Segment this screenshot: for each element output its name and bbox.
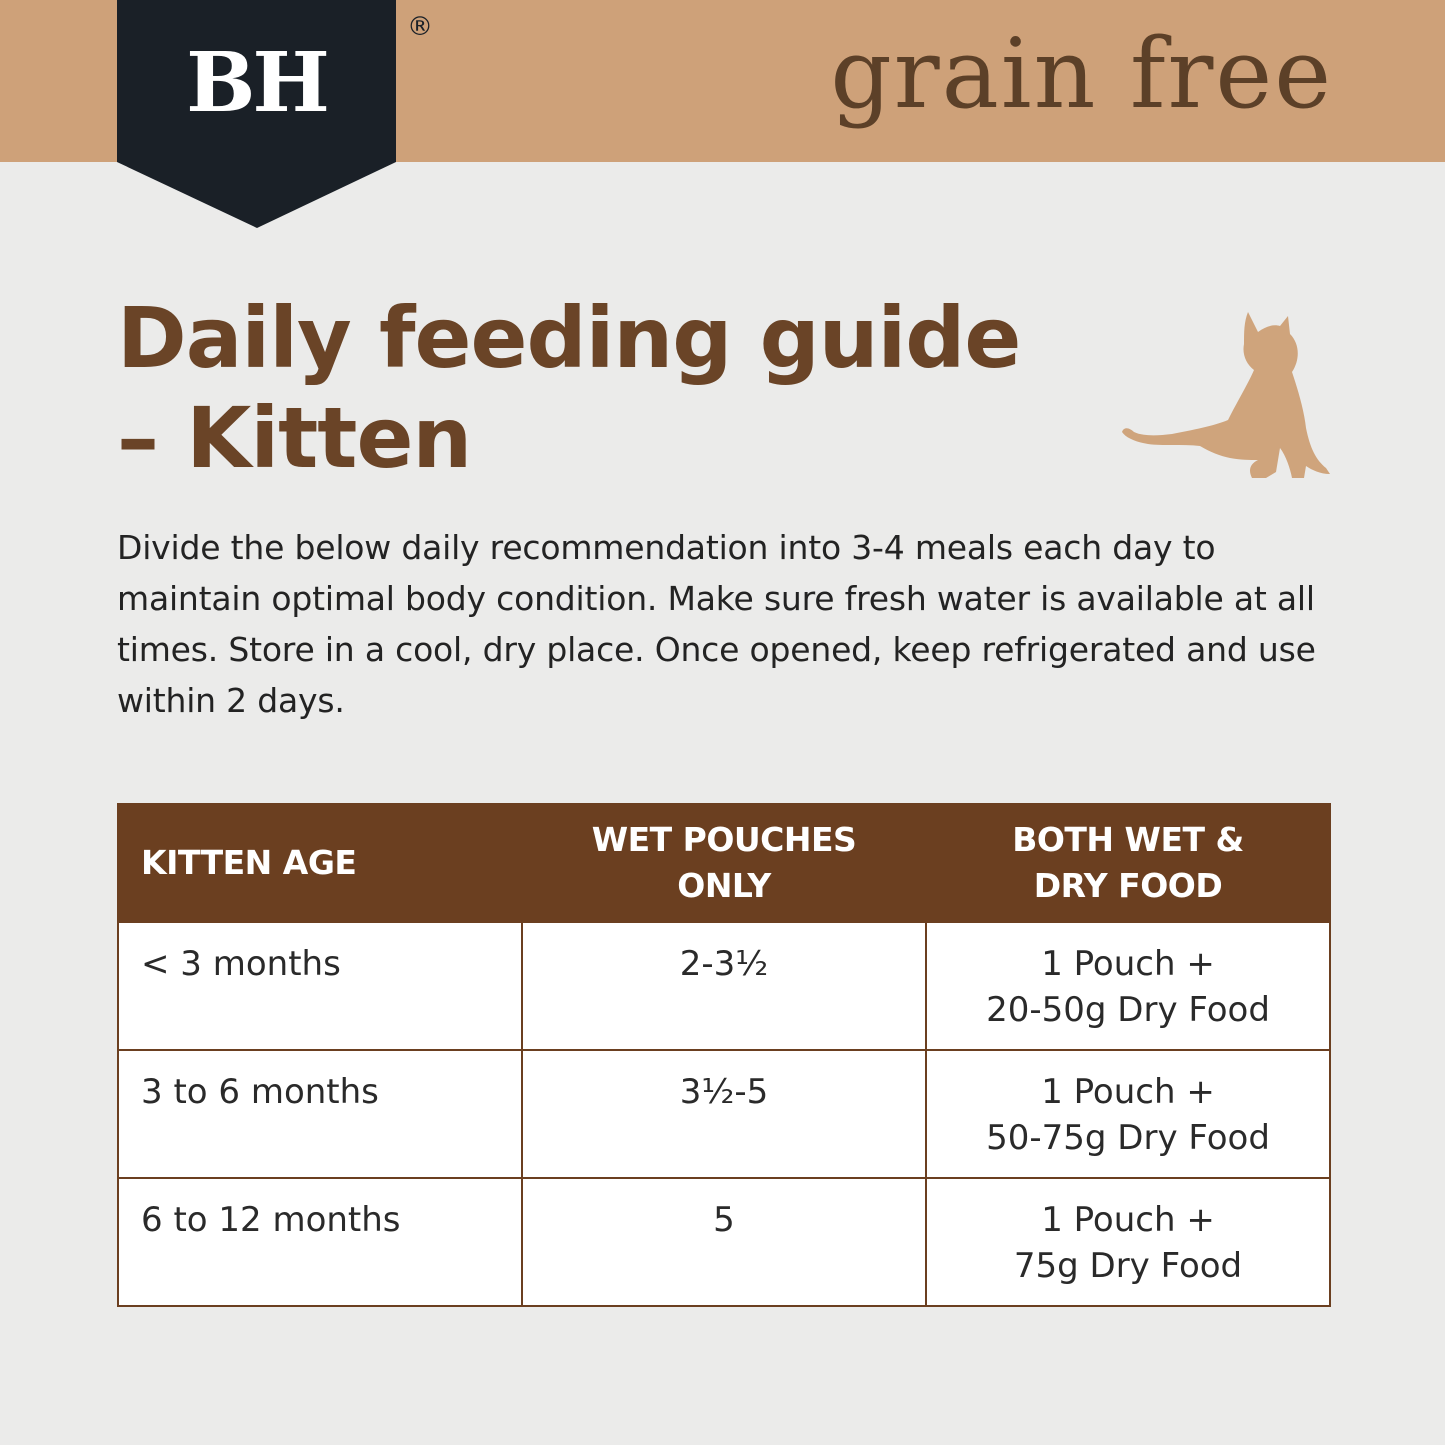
header-both-line-1: BOTH WET & <box>1012 820 1244 859</box>
header-both-line-2: DRY FOOD <box>1033 866 1223 905</box>
page-title-line-1: Daily feeding guide <box>117 289 1021 387</box>
brand-logo-badge <box>117 0 396 228</box>
table-row <box>118 1050 1330 1178</box>
cell-both-line-2: 75g Dry Food <box>1013 1246 1243 1286</box>
header-wet-pouches <box>522 804 926 922</box>
cell-both-line-1: 1 Pouch + <box>1041 1200 1215 1240</box>
cell-wet: 3½-5 <box>522 1050 926 1178</box>
cell-wet: 5 <box>522 1178 926 1306</box>
header-kitten-age <box>118 804 522 922</box>
cell-age: 6 to 12 months <box>118 1178 522 1306</box>
page-title <box>117 288 1117 488</box>
cell-age: < 3 months <box>118 922 522 1050</box>
kitten-silhouette-icon <box>1120 310 1332 482</box>
header-kitten-age-label: KITTEN AGE <box>141 843 357 882</box>
page-title-line-2: – Kitten <box>117 389 472 487</box>
cell-both <box>926 922 1330 1050</box>
cell-both <box>926 1178 1330 1306</box>
cell-both-line-1: 1 Pouch + <box>1041 944 1215 984</box>
tagline: grain free <box>830 18 1333 130</box>
header-both-wet-dry <box>926 804 1330 922</box>
cell-wet: 2-3½ <box>522 922 926 1050</box>
cell-both-line-1: 1 Pouch + <box>1041 1072 1215 1112</box>
kitten-silhouette-shape <box>1120 310 1332 482</box>
table-row <box>118 1178 1330 1306</box>
table-header-row <box>118 804 1330 922</box>
header-wet-pouches-line-1: WET POUCHES <box>591 820 857 859</box>
registered-mark: ® <box>407 12 433 42</box>
brand-logo-text: BH <box>186 35 327 131</box>
header-wet-pouches-line-2: ONLY <box>677 866 771 905</box>
cell-both <box>926 1050 1330 1178</box>
table-row <box>118 922 1330 1050</box>
cell-both-line-2: 50-75g Dry Food <box>986 1118 1270 1158</box>
feeding-table <box>117 803 1331 1307</box>
cell-both-line-2: 20-50g Dry Food <box>986 990 1270 1030</box>
intro-paragraph: Divide the below daily recommendation into 3-4 meals each day to maintain optimal body condition. Make sure fresh water is available at all times. Store in a cool, dry place. Once opened, keep refrigerated and use within 2 days. <box>117 528 1316 720</box>
cell-age: 3 to 6 months <box>118 1050 522 1178</box>
